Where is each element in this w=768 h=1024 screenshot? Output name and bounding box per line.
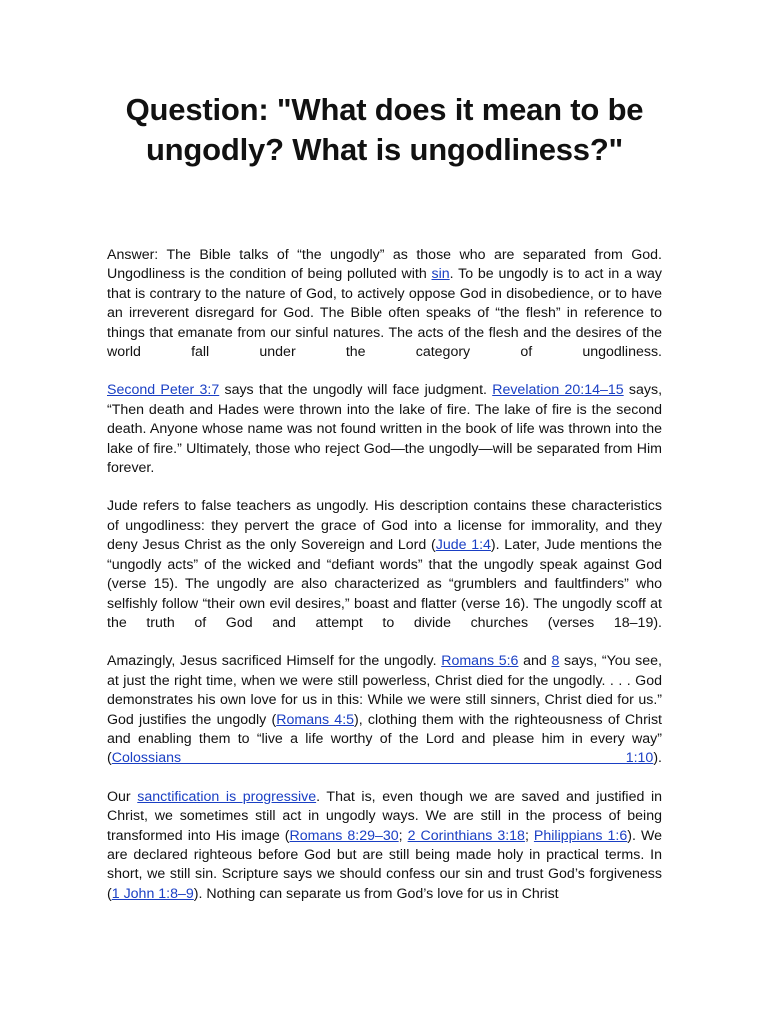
scripture-link[interactable]: Revelation 20:14–15 — [492, 382, 624, 399]
scripture-link[interactable]: Colossians 1:10 — [111, 750, 654, 767]
page-title: Question: "What does it mean to be ungodly? What is ungodliness?" — [125, 92, 644, 167]
paragraph-text: ). — [653, 750, 662, 767]
paragraph-text: ; — [524, 827, 534, 844]
paragraph-text: . To be ungodly is to act in a way that is contrary to the nature of God, to actively oppose God in disobedience, or to have an irreverent disregard for God. The Bible often speaks of “the flesh” in reference to things that emanate from our sinful natures. The acts of the flesh and the desires of the world fall under the category of ungodliness. — [107, 266, 662, 361]
paragraph-text: says that the ungodly will face judgment. — [219, 382, 493, 399]
paragraph — [107, 381, 662, 478]
paragraph-text: and — [518, 653, 552, 670]
scripture-link[interactable]: Second Peter 3:7 — [107, 382, 220, 399]
paragraph-text: The Bible talks of “the ungodly” as those who are separated from God. Ungodliness is the condition of being polluted with — [107, 247, 662, 283]
scripture-link[interactable]: Philippians 1:6 — [533, 827, 628, 844]
scripture-link[interactable]: sanctification is progressive — [137, 788, 317, 805]
scripture-link[interactable]: 8 — [551, 653, 560, 670]
paragraph-text: Answer: — [107, 247, 167, 263]
scripture-link[interactable]: sin — [431, 266, 450, 283]
paragraph — [107, 497, 662, 633]
paragraph-text: Amazingly, Jesus sacrificed Himself for the ungodly. — [107, 653, 442, 670]
paragraph — [107, 652, 662, 768]
scripture-link[interactable]: Jude 1:4 — [435, 537, 491, 554]
paragraph-text: ). Nothing can separate us from God’s love for us in Christ — [193, 885, 559, 902]
paragraph — [107, 246, 662, 362]
scripture-link[interactable]: Romans 8:29–30 — [289, 827, 399, 844]
scripture-link[interactable]: 1 John 1:8–9 — [111, 885, 194, 902]
paragraph-text: ), clothing them with the righteousness of Christ and enabling them to “live a life worthy of the Lord and please him in every way” ( — [107, 711, 662, 767]
scripture-link[interactable]: 2 Corinthians 3:18 — [407, 827, 525, 844]
scripture-link[interactable]: Romans 4:5 — [276, 711, 355, 728]
paragraph — [107, 788, 662, 904]
paragraph-text: Our — [107, 788, 138, 805]
paragraph-text: ). We are declared righteous before God but are still being made holy in practical terms. In short, we still sin. Scripture says we should confess our sin and trust God’s forgiveness ( — [107, 827, 662, 902]
paragraph-text: Jude refers to false teachers as ungodly. His description contains these characteristics of ungodliness: they pervert the grace of God into a license for immorality, and they deny Jesus Christ as the only Sovereign and Lord ( — [107, 498, 662, 554]
article-body — [107, 246, 662, 904]
paragraph-text: ). Later, Jude mentions the “ungodly acts” of the wicked and “defiant words” that the ungodly speak against God (verse 15). The ungodly are also characterized as “grumblers and faultfinders” who selfishly follow “their own evil desires,” boast and flatter (verse 16). The ungodly scoff at the truth of God and attempt to divide churches (verses 18–19). — [107, 537, 662, 631]
paragraph-text: says, “Then death and Hades were thrown into the lake of fire. The lake of fire is the second death. Anyone whose name was not found written in the book of life was thrown into the lake of fire.” Ultimately, those who reject God—the ungodly—will be separated from Him forever. — [107, 382, 663, 477]
paragraph-text: . That is, even though we are saved and justified in Christ, we sometimes still act in ungodly ways. We are still in the process of being transformed into His image ( — [107, 788, 663, 844]
scripture-link[interactable]: Romans 5:6 — [441, 653, 519, 670]
paragraph-text: ; — [398, 827, 408, 844]
paragraph-text: says, “You see, at just the right time, when we were still powerless, Christ died for the ungodly. . . . God demonstrates his own love for us in this: While we were still sinners, Christ died for us.” God justifies the ungodly ( — [107, 653, 662, 728]
